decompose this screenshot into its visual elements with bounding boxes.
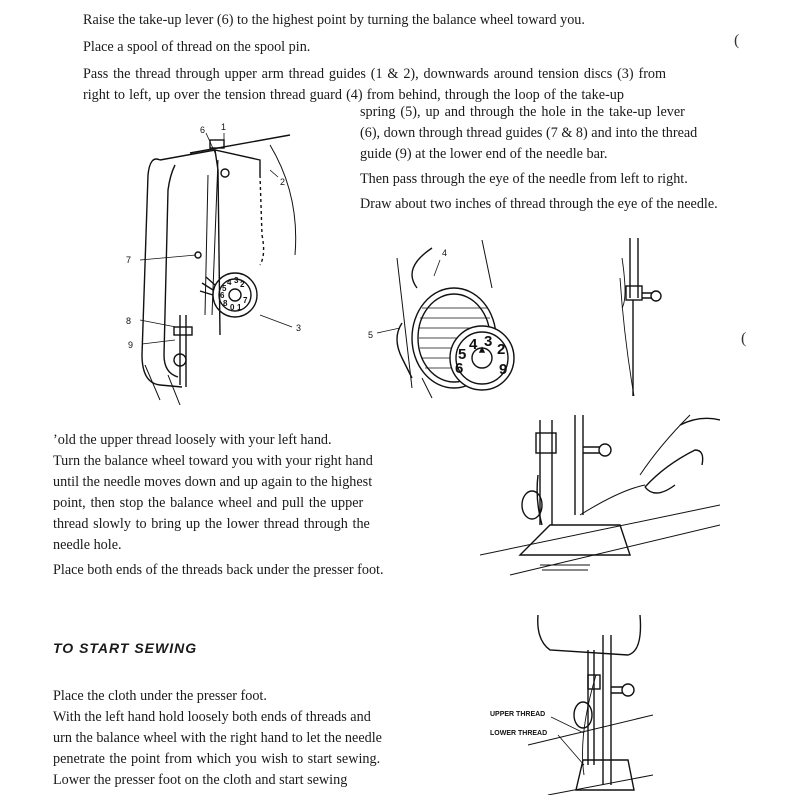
needle-eye-figure <box>600 238 680 398</box>
dial-number: 3 <box>484 333 493 350</box>
lower-thread-label: LOWER THREAD <box>490 730 548 737</box>
dial-number: 2 <box>497 341 506 358</box>
dial-number: 1 <box>237 303 242 312</box>
callout-4: 4 <box>442 248 448 258</box>
dial-number: 6 <box>220 291 225 300</box>
text-line: spring (5), up and through the hole in the take-up lever <box>360 104 685 120</box>
margin-mark: ( <box>734 32 740 49</box>
dial-number: 5 <box>222 284 227 293</box>
callout-5: 5 <box>368 330 374 340</box>
callout-1: 1 <box>221 122 227 132</box>
dial-number: 9 <box>499 361 508 378</box>
dial-number: 3 <box>234 276 239 285</box>
text-line: With the left hand hold loosely both ends of threads and <box>53 709 371 725</box>
upper-thread-label: UPPER THREAD <box>490 711 546 718</box>
text-line: Place both ends of the threads back under the presser foot. <box>53 562 384 578</box>
dial-number: 8 <box>223 299 228 308</box>
text-line: guide (9) at the lower end of the needle bar. <box>360 146 608 162</box>
text-line: thread slowly to bring up the lower thread through the <box>53 516 370 532</box>
dial-number: 4 <box>469 336 478 353</box>
text-line: point, then stop the balance wheel and pull the upper <box>53 495 364 511</box>
callout-9: 9 <box>128 340 134 350</box>
text-line: needle hole. <box>53 537 122 553</box>
text-line: urn the balance wheel with the right hand to let the needle <box>53 730 382 746</box>
dial-number: 5 <box>458 346 467 363</box>
section-heading: TO START SEWING <box>53 640 198 656</box>
callout-8: 8 <box>126 316 132 326</box>
dial-number: 0 <box>230 303 235 312</box>
text-line: ’old the upper thread loosely with your left hand. <box>53 432 332 448</box>
callout-6: 6 <box>200 125 206 135</box>
machine-threading-figure <box>120 115 340 405</box>
margin-mark: ( <box>741 330 747 347</box>
text-line: (6), down through thread guides (7 & 8) and into the thread <box>360 125 698 141</box>
threading-intro <box>83 10 749 106</box>
start-sewing-figure <box>488 615 653 795</box>
text-line: right to left, up over the tension thread guard (4) from behind, through the loop of the take-up <box>83 87 624 103</box>
callout-7: 7 <box>126 255 132 265</box>
text-line: penetrate the point from which you wish to start sewing. <box>53 751 381 767</box>
callout-2: 2 <box>280 177 286 187</box>
dial-number: 4 <box>227 278 232 287</box>
text-line: Raise the take-up lever (6) to the highest point by turning the balance wheel toward you. <box>83 12 585 28</box>
dial-number: 7 <box>243 296 248 305</box>
start-sewing-instructions <box>53 686 431 791</box>
bobbin-pickup-instructions <box>53 430 428 581</box>
text-line: Lower the presser foot on the cloth and start sewing <box>53 772 348 788</box>
dial-number: 6 <box>455 360 464 377</box>
text-line: Place the cloth under the presser foot. <box>53 688 267 704</box>
text-line: Pass the thread through upper arm thread guides (1 & 2), downwards around tension discs (3) from <box>83 66 667 82</box>
text-line: Draw about two inches of thread through the eye of the needle. <box>360 196 718 212</box>
text-line: Place a spool of thread on the spool pin. <box>83 39 311 55</box>
text-line: until the needle moves down and up again to the highest <box>53 474 373 490</box>
pickup-thread-figure <box>480 405 720 605</box>
text-line: Then pass through the eye of the needle from left to right. <box>360 171 688 187</box>
tension-dial-figure <box>362 228 532 408</box>
threading-continued <box>360 102 760 215</box>
text-line: Turn the balance wheel toward you with your right hand <box>53 453 373 469</box>
callout-3: 3 <box>296 323 302 333</box>
dial-number: 2 <box>240 280 245 289</box>
